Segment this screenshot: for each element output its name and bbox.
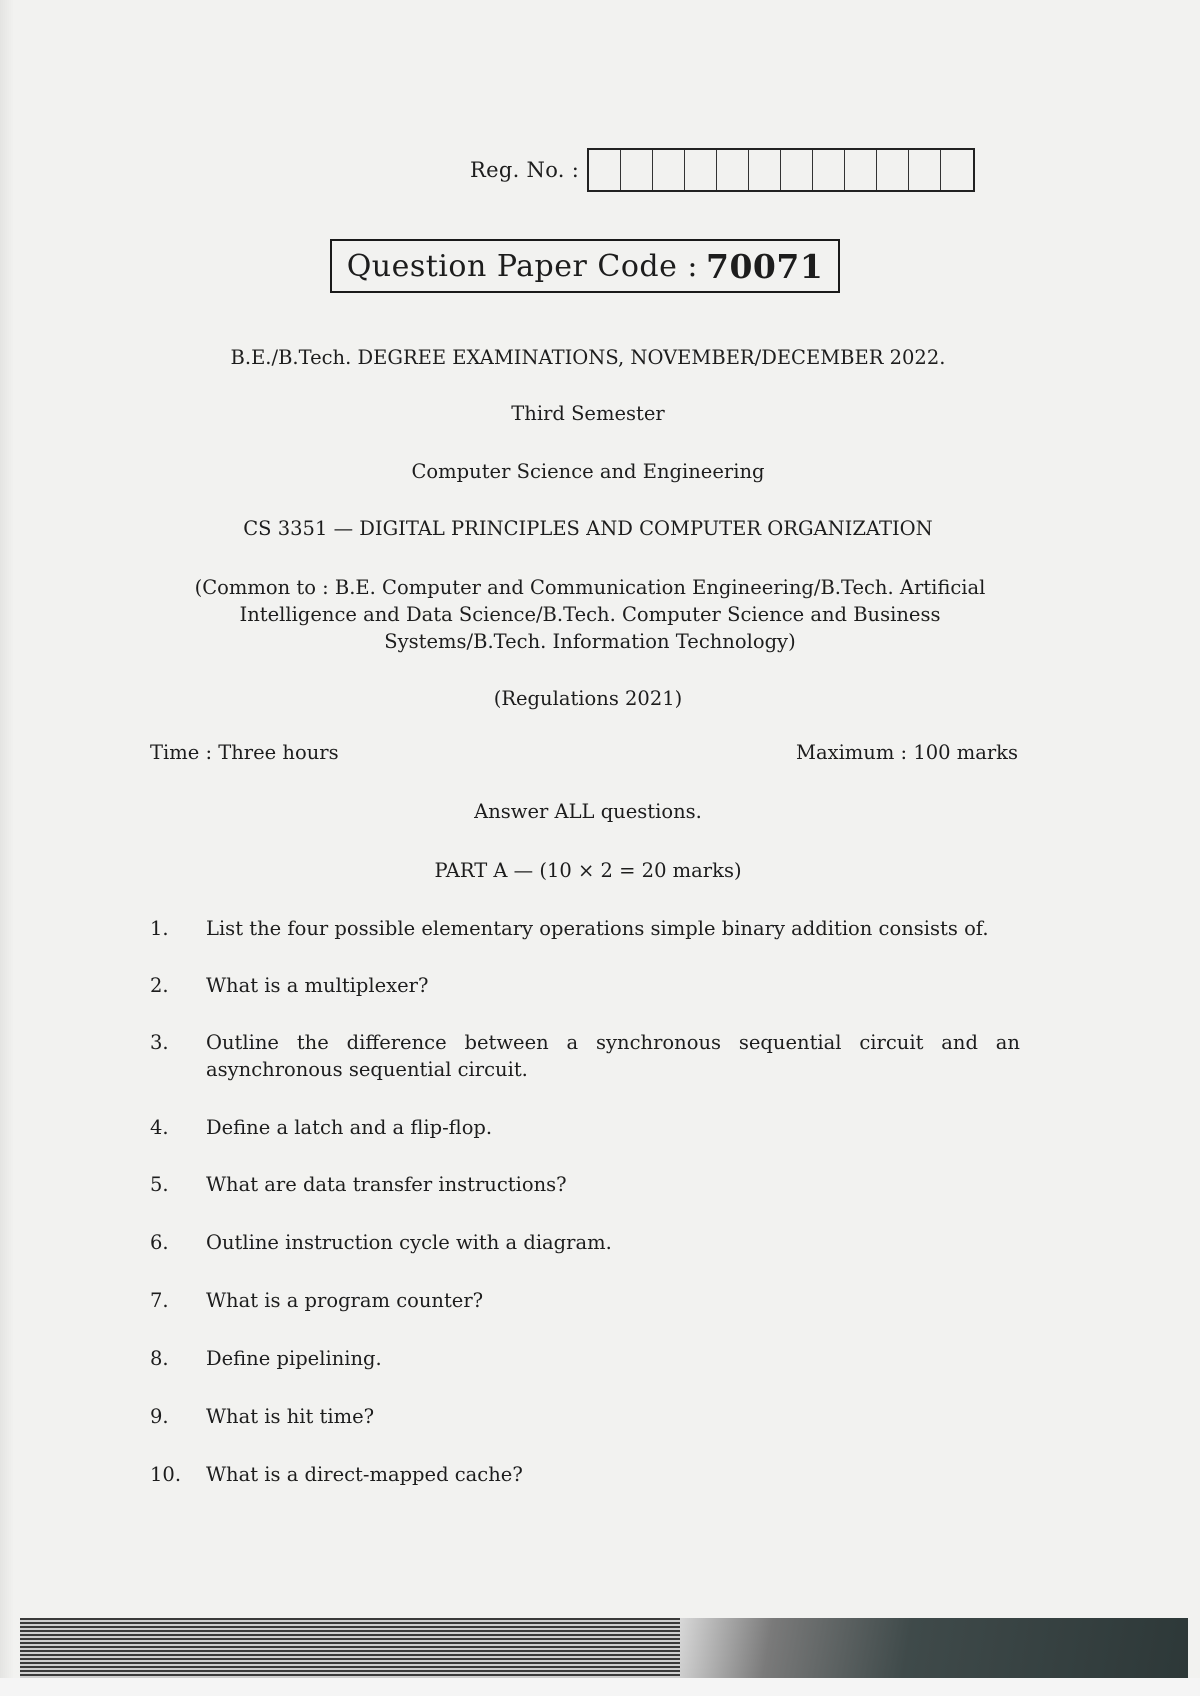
time-allowed: Time : Three hours xyxy=(150,741,339,764)
question-text: What is a program counter? xyxy=(206,1289,484,1312)
exam-title: B.E./B.Tech. DEGREE EXAMINATIONS, NOVEMBER/DECEMBER 2022. xyxy=(230,346,946,369)
scan-artifact-shadow xyxy=(680,1618,1188,1678)
reg-number-label: Reg. No. : xyxy=(470,158,580,182)
common-to-line: Intelligence and Data Science/B.Tech. Computer Science and Business xyxy=(239,603,941,626)
reg-number-box xyxy=(845,150,877,190)
question-text: What is a multiplexer? xyxy=(206,974,429,997)
part-heading: PART A — (10 × 2 = 20 marks) xyxy=(434,859,742,882)
question-paper-code-number: 70071 xyxy=(706,246,824,286)
maximum-marks: Maximum : 100 marks xyxy=(795,741,1018,764)
question-number: 8. xyxy=(150,1347,169,1370)
reg-number-box xyxy=(877,150,909,190)
common-to-line: Systems/B.Tech. Information Technology) xyxy=(384,630,796,653)
question-number: 7. xyxy=(150,1289,169,1312)
question-number: 10. xyxy=(150,1463,182,1486)
question-text: Outline instruction cycle with a diagram. xyxy=(206,1231,612,1254)
reg-number-box xyxy=(589,150,621,190)
reg-number-box xyxy=(717,150,749,190)
reg-number-box xyxy=(781,150,813,190)
question-number: 1. xyxy=(150,917,169,940)
question-text: List the four possible elementary operations simple binary addition consists of. xyxy=(206,917,989,940)
semester: Third Semester xyxy=(511,402,665,425)
reg-number-box xyxy=(621,150,653,190)
instruction: Answer ALL questions. xyxy=(474,800,702,823)
question-item xyxy=(150,915,1020,942)
scan-edge-shadow xyxy=(0,0,14,1696)
question-item xyxy=(150,1403,1020,1430)
reg-number-box xyxy=(813,150,845,190)
question-item xyxy=(150,1229,1020,1256)
department: Computer Science and Engineering xyxy=(411,460,765,483)
reg-number-box xyxy=(685,150,717,190)
reg-number-box xyxy=(909,150,941,190)
reg-number-box xyxy=(941,150,973,190)
question-text: What is a direct-mapped cache? xyxy=(206,1463,523,1486)
reg-number-boxes xyxy=(587,148,975,192)
scan-bottom-edge xyxy=(0,1678,1200,1696)
question-text: Outline the difference between a synchronous sequential circuit and an asynchronous sequential circuit. xyxy=(206,1031,1020,1081)
common-to-block xyxy=(160,574,1020,655)
question-item xyxy=(150,1461,1020,1488)
question-number: 6. xyxy=(150,1231,169,1254)
question-number: 2. xyxy=(150,974,169,997)
question-text: Define a latch and a flip-flop. xyxy=(206,1116,493,1139)
question-number: 4. xyxy=(150,1116,169,1139)
question-number: 9. xyxy=(150,1405,169,1428)
question-paper-code-box xyxy=(330,239,840,293)
question-item xyxy=(150,972,1020,999)
regulations: (Regulations 2021) xyxy=(493,687,683,710)
reg-number-row xyxy=(470,148,975,192)
common-to-line: (Common to : B.E. Computer and Communication Engineering/B.Tech. Artificial xyxy=(194,576,986,599)
question-paper-code-label: Question Paper Code : xyxy=(346,248,698,284)
question-item xyxy=(150,1287,1020,1314)
question-item xyxy=(150,1114,1020,1141)
time-marks-row xyxy=(150,741,1018,764)
question-text: Define pipelining. xyxy=(206,1347,382,1370)
question-item xyxy=(150,1345,1020,1372)
question-text: What are data transfer instructions? xyxy=(206,1173,567,1196)
question-number: 5. xyxy=(150,1173,169,1196)
reg-number-box xyxy=(653,150,685,190)
reg-number-box xyxy=(749,150,781,190)
question-text: What is hit time? xyxy=(206,1405,375,1428)
question-item xyxy=(150,1029,1020,1083)
question-item xyxy=(150,1171,1020,1198)
course-title: CS 3351 — DIGITAL PRINCIPLES AND COMPUTER ORGANIZATION xyxy=(243,517,933,540)
question-number: 3. xyxy=(150,1031,169,1054)
